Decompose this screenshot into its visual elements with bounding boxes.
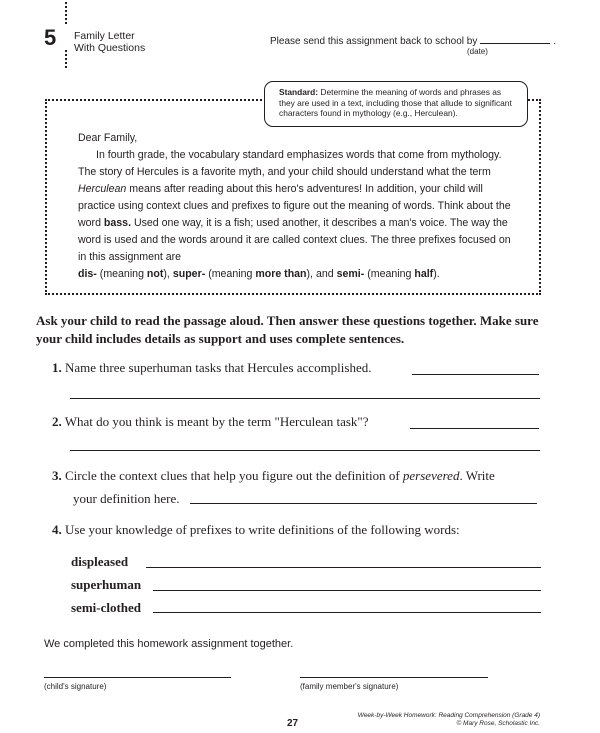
family-signature-line[interactable] (300, 677, 488, 678)
child-signature-line[interactable] (44, 677, 231, 678)
question-3: 3. Circle the context clues that help you figure out the definition of persevered. Write (52, 468, 495, 483)
question-2: 2. What do you think is meant by the term "Herculean task"? (52, 414, 369, 429)
send-back-line: Please send this assignment back to school by . (270, 36, 557, 47)
question-3-cont: your definition here. (73, 491, 180, 506)
credit: Week-by-Week Homework: Reading Comprehension (Grade 4) © Mary Rose, Scholastic Inc. (357, 712, 540, 727)
answer-line-2b[interactable] (70, 450, 540, 451)
answer-line-displeased[interactable] (146, 567, 541, 568)
word-semi-clothed: semi-clothed (71, 600, 142, 615)
answer-line-2a[interactable] (410, 428, 539, 429)
family-signature-label: (family member's signature) (300, 682, 399, 691)
header-divider-bottom (65, 50, 67, 68)
question-1: 1. Name three superhuman tasks that Hercules accomplished. (52, 360, 372, 375)
child-signature-label: (child's signature) (44, 682, 107, 691)
standard-box: Standard: Determine the meaning of words and phrases as they are used in a text, including those that allude to significant characters found in mythology (e.g., Herculean). (264, 81, 528, 127)
answer-line-1a[interactable] (412, 374, 539, 375)
question-4: 4. Use your knowledge of prefixes to write definitions of the following words: (52, 522, 460, 537)
page-number: 27 (287, 718, 299, 729)
answer-line-1b[interactable] (70, 398, 540, 399)
date-blank[interactable] (480, 42, 550, 44)
lesson-title: Family Letter With Questions (74, 30, 146, 54)
word-superhuman: superhuman (71, 577, 142, 592)
word-displeased: displeased (71, 554, 129, 569)
date-label: (date) (467, 47, 488, 56)
letter-body: In fourth grade, the vocabulary standard emphasizes words that come from mythology. The story of Hercules is a favorite myth, and your child should understand what the term Herculean means after reading about this hero's adventures! In addition, your child will practice using context clues and prefixes to figure out the meaning of words. Think about the word bass. Used one way, it is a fish; used another, it describes a man's voice. The way the word is used and the words around it are called context clues. The three prefixes focused on in this assignment are dis- (meaning not), super- (meaning more than), and semi- (meaning half). (78, 149, 511, 280)
family-letter (78, 130, 518, 283)
answer-line-semi-clothed[interactable] (153, 612, 541, 613)
completed-statement: We completed this homework assignment together. (44, 638, 294, 650)
header-divider-top (65, 2, 67, 24)
lesson-number: 5 (44, 25, 57, 50)
answer-line-3[interactable] (190, 503, 537, 504)
answer-line-superhuman[interactable] (153, 590, 541, 591)
letter-greeting: Dear Family, (78, 132, 138, 144)
instructions: Ask your child to read the passage aloud. Then answer these questions together. Make sure your child includes details as support and uses complete sentences. (36, 313, 539, 346)
